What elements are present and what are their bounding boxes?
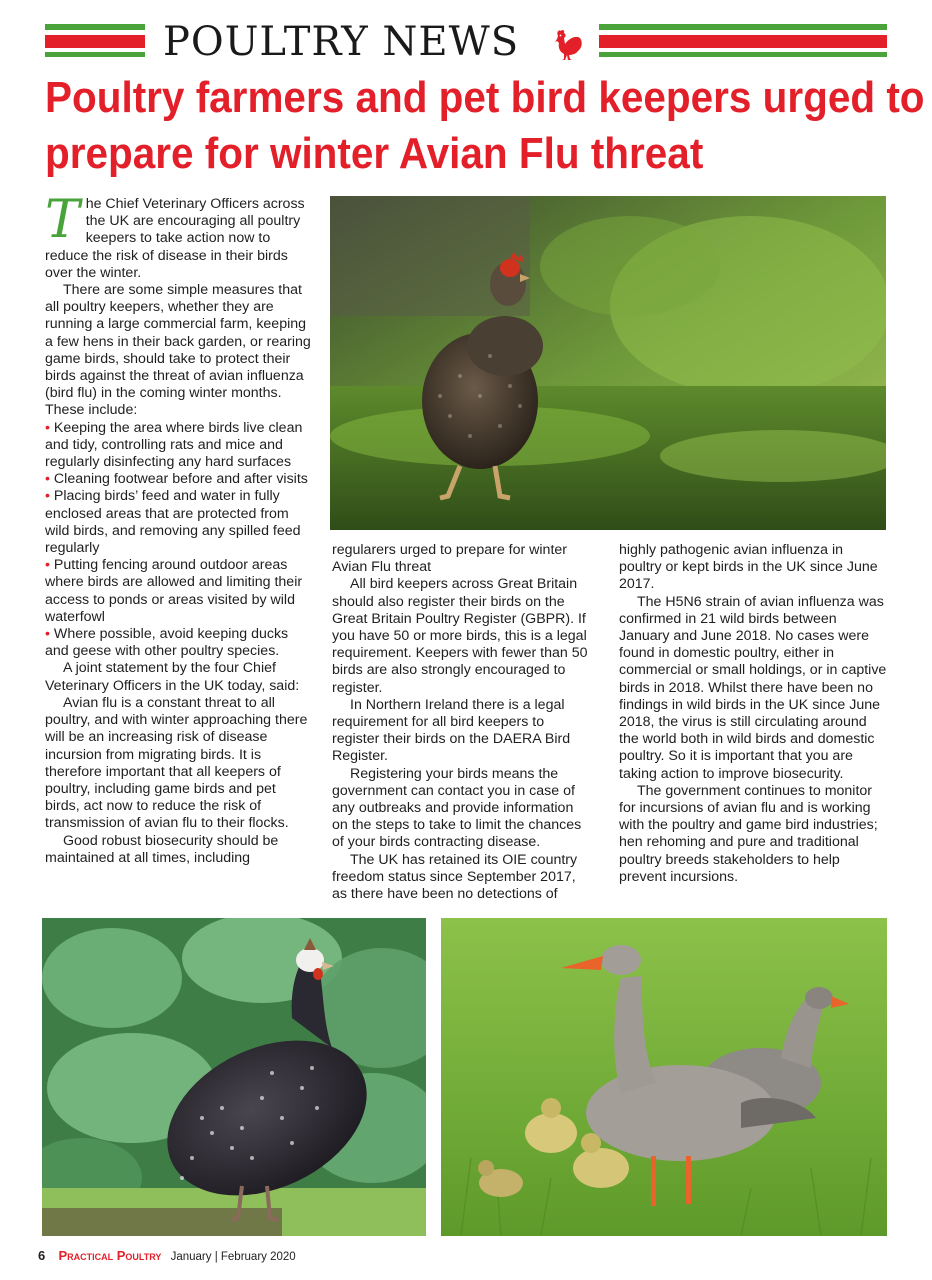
- article-column-2: [332, 542, 590, 903]
- bullet-item: • Cleaning footwear before and after visits: [45, 471, 311, 488]
- article-headline: [45, 70, 925, 182]
- page-footer: [38, 1248, 296, 1266]
- bullet-item: • Putting fencing around outdoor areas where birds are allowed and limiting their access to ponds or areas visited by wild waterfowl: [45, 557, 311, 626]
- bullet-item: • Where possible, avoid keeping ducks and geese with other poultry species.: [45, 626, 311, 660]
- paragraph: The H5N6 strain of avian influenza was confirmed in 21 wild birds between January and June 2018. No cases were found in domestic poultry, either in commercial or small holdings, or in captive birds in 2018. Whilst there have been no findings in wild birds in the UK since June 2018, the virus is still circulating around the world both in wild birds and domestic poultry. So it is important that you are taking action to improve biosecurity.: [619, 593, 887, 782]
- paragraph: All bird keepers across Great Britain should also register their birds on the Great Britain Poultry Register (GBPR). If you have 50 or more birds, this is a legal requirement. Keepers with fewer than 50 birds are also strongly encouraged to register.: [332, 576, 588, 696]
- issue-date: January | February 2020: [170, 1251, 296, 1263]
- section-title: POULTRY NEWS: [163, 19, 520, 65]
- bullet-item: • Placing birds’ feed and water in fully enclosed areas that are protected from wild birds, and removing any spilled feed regularly: [45, 488, 311, 557]
- page-number: 6: [38, 1248, 46, 1263]
- paragraph: Registering your birds means the government can contact you in case of any outbreaks and provide information on the steps to take to limit the chances of your birds contracting disease.: [332, 765, 582, 851]
- article-column-3: [619, 542, 887, 886]
- intro-paragraph: [45, 190, 311, 282]
- geese-photo: [441, 918, 887, 1236]
- paragraph: A joint statement by the four Chief Veterinary Officers in the UK today, said:: [45, 660, 300, 694]
- paragraph: In Northern Ireland there is a legal requirement for all bird keepers to register their birds on the DAERA Bird Register.: [332, 696, 571, 765]
- guinea-fowl-photo: [42, 918, 426, 1236]
- hen-photo: [330, 196, 886, 530]
- intro-text: he Chief Veterinary Officers across the UK are encouraging all poultry keepers to take action now to reduce the risk of disease in their birds over the winter.: [45, 196, 305, 281]
- magazine-name: Practical Poultry: [58, 1248, 162, 1263]
- paragraph: highly pathogenic avian influenza in poultry or kept birds in the UK since June 2017.: [619, 542, 878, 593]
- paragraph: There are some simple measures that all poultry keepers, whether they are running a large commercial farm, keeping a few hens in their back garden, or rearing game birds, should take to protect their birds against the threat of avian influenza (bird flu) in the coming winter months. These include:: [45, 282, 311, 419]
- paragraph: regularers urged to prepare for winter Avian Flu threat: [332, 542, 568, 576]
- bullet-item: • Keeping the area where birds live clean and tidy, controlling rats and mice and regularly disinfecting any hard surfaces: [45, 420, 311, 472]
- headline-line-1: Poultry farmers and pet bird keepers urged to: [45, 73, 925, 122]
- paragraph: Avian flu is a constant threat to all poultry, and with winter approaching there will be an increasing risk of disease incursion from migrating birds. It is therefore important that all keepers of poultry, including game birds and pet birds, act now to reduce the risk of transmission of avian flu to their flocks.: [45, 694, 308, 832]
- headline-line-2: prepare for winter Avian Flu threat: [45, 129, 704, 178]
- rooster-icon: [550, 26, 586, 62]
- drop-cap: T: [45, 190, 80, 250]
- paragraph: The government continues to monitor for incursions of avian flu and is working with the poultry and game bird industries; hen rehoming and pure and traditional poultry breeds stakeholders to help prevent incursions.: [619, 782, 878, 885]
- paragraph: The UK has retained its OIE country freedom status since September 2017, as there have been no detections of: [332, 851, 578, 903]
- masthead-stripes-right: [599, 24, 887, 58]
- article-column-1: [45, 190, 311, 867]
- masthead: [45, 19, 887, 65]
- masthead-stripes-left: [45, 24, 145, 58]
- paragraph: Good robust biosecurity should be maintained at all times, including: [45, 832, 279, 866]
